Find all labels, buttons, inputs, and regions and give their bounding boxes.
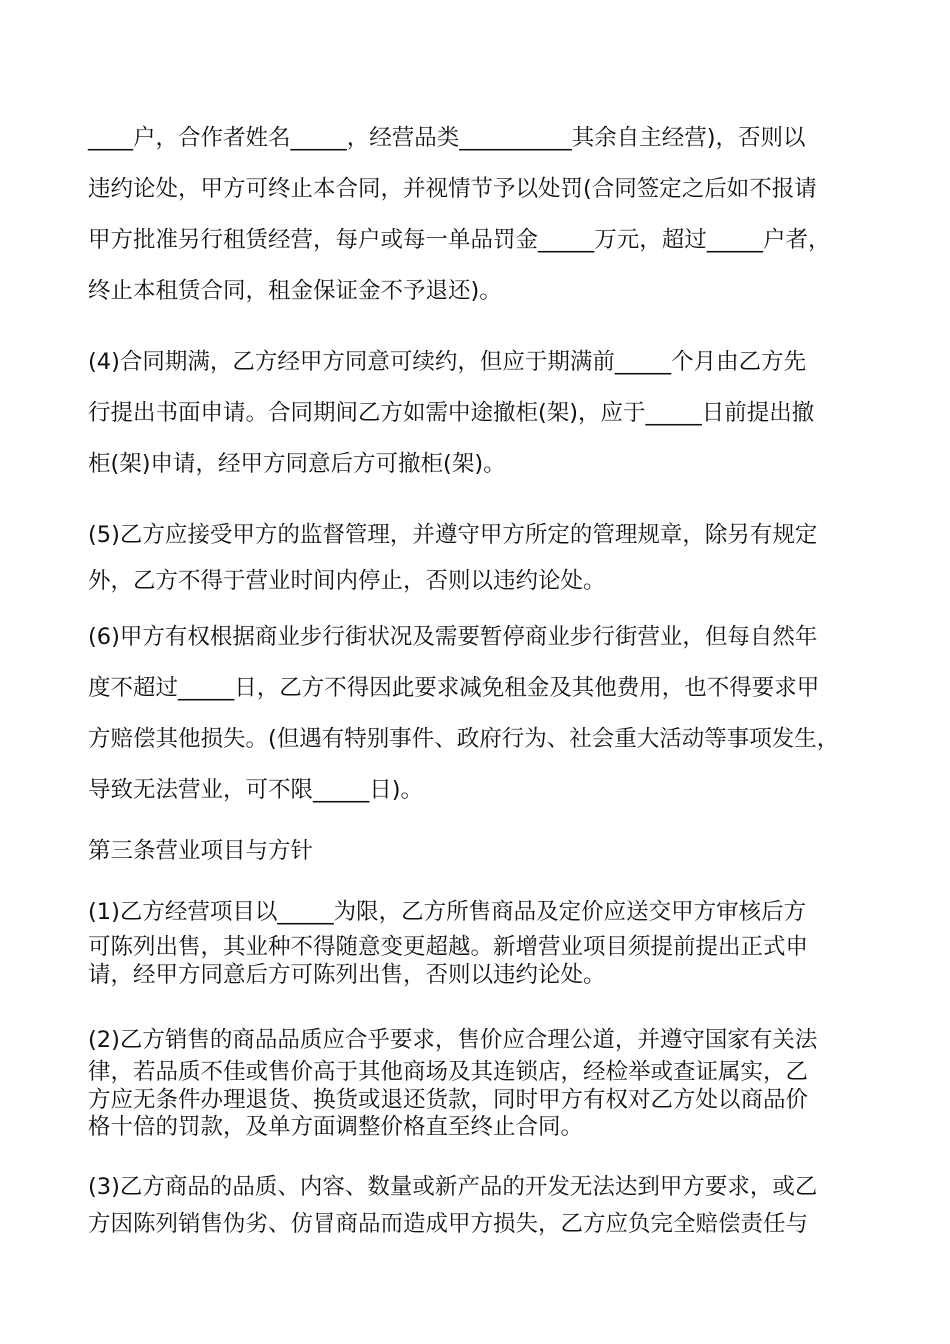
text-line: 柜(架)申请，经甲方同意后方可撤柜(架)。 [88, 451, 506, 477]
text-line: 可陈列出售，其业种不得随意变更超越。新增营业项目须提前提出正式申 [88, 934, 809, 960]
text-line: 方赔偿其他损失。(但遇有特别事件、政府行为、社会重大活动等事项发生， [88, 726, 840, 752]
text-line: 行提出书面申请。合同期间乙方如需中途撤柜(架)，应于_____日前提出撤 [88, 400, 815, 426]
text-line: 导致无法营业，可不限_____日)。 [88, 777, 424, 803]
text-line: (5)乙方应接受甲方的监督管理，并遵守甲方所定的管理规章，除另有规定 [88, 522, 818, 548]
text-line: 律，若品质不佳或售价高于其他商场及其连锁店，经检举或查证属实，乙 [88, 1059, 809, 1085]
section-heading: 第三条营业项目与方针 [88, 838, 314, 864]
text-line: 度不超过_____日，乙方不得因此要求减免租金及其他费用，也不得要求甲 [88, 675, 820, 701]
text-line: 请，经甲方同意后方可陈列出售，否则以违约论处。 [88, 962, 606, 988]
text-line: 终止本租赁合同，租金保证金不予退还)。 [88, 278, 502, 304]
text-line: 格十倍的罚款，及单方面调整价格直至终止合同。 [88, 1114, 584, 1140]
text-line: 违约论处，甲方可终止本合同，并视情节予以处罚(合同签定之后如不报请 [88, 176, 817, 202]
text-line: ____户，合作者姓名_____，经营品类__________其余自主经营)，否则以 [88, 125, 806, 151]
text-line: (1)乙方经营项目以_____为限，乙方所售商品及定价应送交甲方审核后方 [88, 899, 807, 925]
text-line: 方应无条件办理退货、换货或退还货款，同时甲方有权对乙方处以商品价 [88, 1087, 809, 1113]
text-line: 甲方批准另行租赁经营，每户或每一单品罚金_____万元，超过_____户者， [88, 227, 831, 253]
text-line: (4)合同期满，乙方经甲方同意可续约，但应于期满前_____个月由乙方先 [88, 349, 807, 375]
text-line: (2)乙方销售的商品品质应合乎要求，售价应合理公道，并遵守国家有关法 [88, 1027, 818, 1053]
text-line: 方因陈列销售伪劣、仿冒商品而造成甲方损失，乙方应负完全赔偿责任与 [88, 1211, 809, 1237]
text-line: 外，乙方不得于营业时间内停止，否则以违约论处。 [88, 568, 606, 594]
text-line: (3)乙方商品的品质、内容、数量或新产品的开发无法达到甲方要求，或乙 [88, 1174, 818, 1200]
text-line: (6)甲方有权根据商业步行街状况及需要暂停商业步行街营业，但每自然年 [88, 624, 818, 650]
